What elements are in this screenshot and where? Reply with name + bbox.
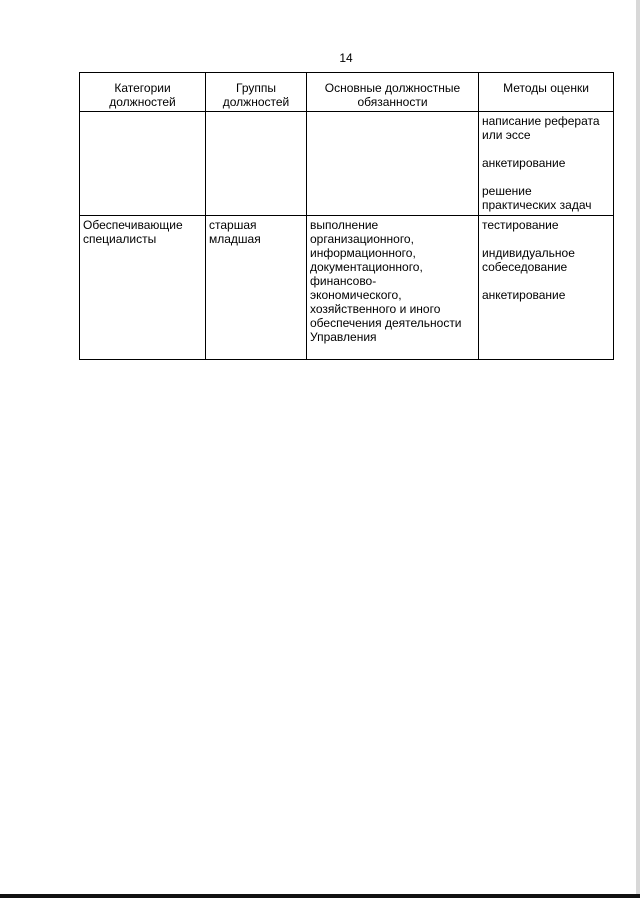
header-text: должностей: [109, 95, 176, 109]
page-number: 14: [339, 51, 353, 65]
header-text: должностей: [222, 95, 290, 109]
header-methods: [479, 73, 614, 112]
duties-text: экономического,: [310, 288, 402, 302]
header-text: Основные должностные: [324, 81, 461, 95]
method-text: анкетирование: [482, 156, 566, 170]
method-text: тестирование: [482, 218, 559, 232]
group-text: старшая: [209, 218, 257, 232]
method-text: или эссе: [482, 128, 531, 142]
method-text: собеседование: [482, 260, 568, 274]
cell-methods: [479, 216, 614, 360]
method-item: [482, 156, 610, 170]
method-item: [482, 184, 610, 212]
table-header-row: [80, 73, 614, 112]
method-text: практических задач: [482, 198, 592, 212]
header-duties: [307, 73, 479, 112]
method-text: индивидуальное: [482, 246, 575, 260]
cell-group: [206, 216, 307, 360]
method-text: написание реферата: [482, 114, 600, 128]
header-text: Категории: [114, 81, 171, 95]
duties-text: организационного,: [310, 232, 414, 246]
method-item: [482, 114, 610, 142]
duties-text: информационного,: [310, 246, 416, 260]
positions-table: [79, 72, 614, 360]
header-text: Группы: [236, 81, 276, 95]
method-text: анкетирование: [482, 288, 566, 302]
group-text: младшая: [209, 232, 261, 246]
duties-text: документационного,: [310, 260, 423, 274]
duties-text: обеспечения деятельности: [310, 316, 462, 330]
header-categories: [80, 73, 206, 112]
category-text: Обеспечивающие: [83, 218, 183, 232]
cell-duties: [307, 112, 479, 216]
category-text: специалисты: [83, 232, 157, 246]
cell-duties: [307, 216, 479, 360]
table-row: [80, 216, 614, 360]
method-item: [482, 218, 610, 232]
scan-bottom-edge: [0, 894, 640, 898]
header-text: Методы оценки: [503, 81, 589, 95]
method-text: решение: [482, 184, 532, 198]
duties-text: выполнение: [310, 218, 379, 232]
scan-edge-shadow: [636, 0, 640, 898]
table-row: [80, 112, 614, 216]
duties-text: Управления: [310, 330, 377, 344]
duties-text: хозяйственного и иного: [310, 302, 441, 316]
method-item: [482, 288, 610, 302]
cell-category: [80, 216, 206, 360]
header-text: обязанности: [357, 95, 428, 109]
cell-group: [206, 112, 307, 216]
cell-methods: [479, 112, 614, 216]
cell-category: [80, 112, 206, 216]
duties-text: финансово-: [310, 274, 377, 288]
header-groups: [206, 73, 307, 112]
method-item: [482, 246, 610, 274]
